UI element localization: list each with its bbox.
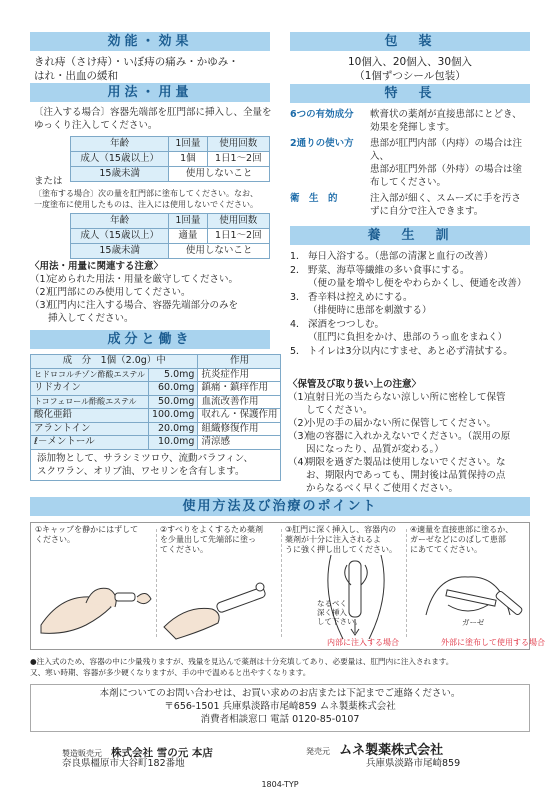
usage-step-3: ③肛門に深く挿入し、容器内の 薬剤が十分に注入されるよ うに強く押し出してください。 なるべく 深く挿入 して下さい。 <box>281 523 406 641</box>
apply-dosage-table: 年齢 1回量 使用回数 成人（15歳以上） 適量 1日1～2回 15歳未満 使用しないこと <box>70 213 270 259</box>
features-list: 6つの有効成分 軟膏状の薬剤が直接患部にとどき、効果を発揮します。 2通りの使い方 患部が肛門内部（内痔）の場合は注入、 患部が肛門外部（外痔）の場合は塗布してください。 衛 生 的 注入部が細く、スムーズに手を汚さずに自分で注入できます。 <box>290 109 523 217</box>
seller-address: 兵庫県淡路市尾崎859 <box>366 758 461 769</box>
ingredients-header: 成分と働き <box>30 330 270 349</box>
table-row: ヒドロコルチゾン酢酸エステル 5.0mg 抗炎症作用 <box>31 368 281 382</box>
care-list: 1． 毎日入浴する。（患部の清潔と血行の改善） 2． 野菜、海草等繊維の多い食事にする。 （便の量を増やし便をやわらかくし、便通を改善） 3． 香辛料は控えめにする。 （排便時に患部を刺激する） 4． 深酒をつつしむ。 （肛門に負担をかけ、患部のうっ血をまねく） 5． トイレは3分以内にすませ、あと必ず清拭する。 <box>290 251 527 357</box>
dosage-header: 用法・用量 <box>30 83 270 102</box>
dosage-notes: 〈用法・用量に関連する注意〉 （1） 定められた用法・用量を厳守してください。 （2） 肛門部にのみ使用してください。 （3） 肛門内に注入する場合、容器先端部分のみを 挿入してください。 <box>30 261 239 324</box>
table-row: ℓ－メントール 10.0mg 清涼感 <box>31 436 281 450</box>
usage-steps-panel <box>30 522 545 650</box>
seller-block <box>306 739 443 758</box>
care-header: 養 生 訓 <box>290 226 530 245</box>
usage-footnote: ●注入式のため、容器の中に少量残りますが、残量を見込んで薬剤は十分充填してあり、必要量は、肛門内に注入されます。 又、寒い時期、容器が多少硬くなりますが、手の中で温めると出やすくなります。 <box>30 657 454 677</box>
caption-outer: 外部に塗布して使用する場合 <box>441 638 545 647</box>
gauze-label: ガーゼ <box>462 618 485 627</box>
usage-step-2: ②すべりをよくするため薬剤 を少量出して先端部に塗っ てください。 <box>156 523 281 641</box>
storage-notes: 〈保管及び取り扱い上の注意〉 （1） 直射日光の当たらない涼しい所に密栓して保管 してください。 （2） 小児の手の届かない所に保管してください。 （3） 他の容器に入れかえないでください。（誤用の原 因になったり、品質が変わる。） （4） 期限を過ぎた製品は使用しないでください。な お、期限内であっても、開封後は品質保持の点 からなるべく早くご使用ください。 <box>288 379 511 494</box>
ingredients-table: 成 分 1個（2.0g）中 作用 ヒドロコルチゾン酢酸エステル 5.0mg 抗炎症作用 リドカイン 60.0mg 鎮痛・鎮痒作用 トコフェロール酢酸エステル 50.0mg 血流改善作用 酸化亜鉛 100.0mg 収れん・保護作用 アラントイン 20.0mg 組織修復作用 ℓ－メントール 10.0mg 清涼感 添加物として、サラシミツロウ、流動パラフィン、 スクワラン、オリブ油、ワセリンを含有します。 <box>30 354 281 481</box>
usage-step-4: ④適量を直接患部に塗るか、 ガーゼなどにのばして患部 にあててください。 ガーゼ <box>406 523 531 641</box>
efficacy-header: 効能・効果 <box>30 32 270 51</box>
maker-address: 奈良県橿原市大谷町182番地 <box>62 758 185 769</box>
package-header: 包 装 <box>290 32 530 51</box>
or-label: または <box>34 176 63 187</box>
caption-inner: 内部に注入する場合 <box>327 638 399 647</box>
table-row: リドカイン 60.0mg 鎮痛・鎮痒作用 <box>31 382 281 396</box>
inject-dosage-table: 年齢 1回量 使用回数 成人（15歳以上） 1個 1日1～2回 15歳未満 使用しないこと <box>70 136 270 182</box>
usage-step-1: ①キャップを静かにはずして ください。 <box>31 523 156 641</box>
efficacy-text: きれ痔（さけ痔）・いぼ痔の痛み・かゆみ・ はれ・出血の緩和 <box>34 56 239 82</box>
table-row: アラントイン 20.0mg 組織修復作用 <box>31 422 281 436</box>
seller-label: 発売元 <box>306 747 330 756</box>
table-row: トコフェロール酢酸エステル 50.0mg 血流改善作用 <box>31 395 281 409</box>
features-header: 特 長 <box>290 84 530 103</box>
usage-header: 使用方法及び治療のポイント <box>30 497 530 516</box>
product-code: 1804-TYP <box>261 780 299 789</box>
contact-box: 本剤についてのお問い合わせは、お買い求めのお店または下記までご連絡ください。 〒656-1501 兵庫県淡路市尾崎859 ムネ製薬株式会社 消費者相談窓口 電話 0120-85-0107 <box>30 684 530 732</box>
apply-tip-illustration <box>156 565 281 645</box>
maker-name: 株式会社 雪の元 本店 <box>111 747 213 759</box>
insert-illustration <box>281 555 406 639</box>
remove-cap-illustration <box>31 555 156 645</box>
maker-label: 製造販売元 <box>62 749 102 758</box>
package-text: 10個入、20個入、30個入 （1個ずつシール包装） <box>347 56 473 82</box>
dosage-apply-intro: 〔塗布する場合〕次の量を肛門部に塗布してください。なお、 一度塗布に使用したものは、注入には使用しないでください。 <box>34 189 258 209</box>
seller-name: ムネ製薬株式会社 <box>339 743 444 758</box>
insert-deep-note: なるべく 深く挿入 して下さい。 <box>317 599 362 626</box>
table-row: 酸化亜鉛 100.0mg 収れん・保護作用 <box>31 409 281 423</box>
dosage-inject-intro: 〔注入する場合〕容器先端部を肛門部に挿入し、全量を ゆっくり注入してください。 <box>34 107 272 131</box>
